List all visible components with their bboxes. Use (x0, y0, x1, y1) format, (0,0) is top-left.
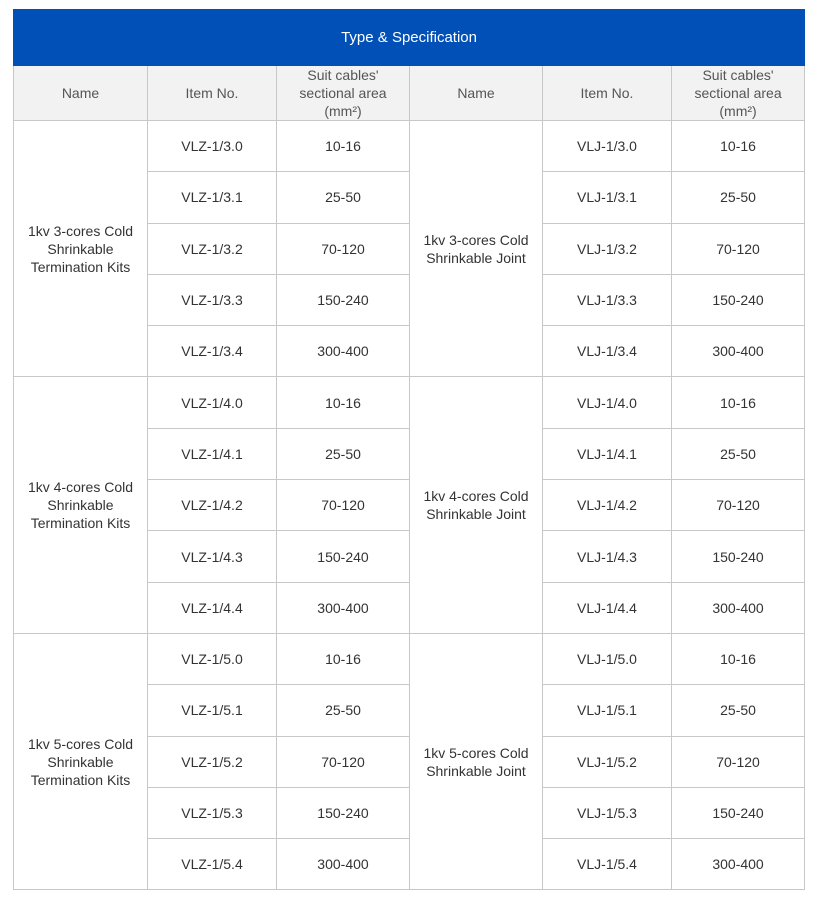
table-body (14, 121, 805, 890)
area-cell: 10-16 (672, 121, 805, 172)
item-no-cell: VLJ-1/5.0 (543, 633, 672, 684)
item-no-cell: VLZ-1/4.1 (148, 428, 277, 479)
item-no-cell: VLZ-1/4.0 (148, 377, 277, 428)
item-no-cell: VLJ-1/5.1 (543, 685, 672, 736)
area-cell: 150-240 (672, 274, 805, 325)
area-cell: 10-16 (277, 633, 410, 684)
column-header-name-right: Name (410, 66, 543, 121)
item-no-cell: VLJ-1/3.1 (543, 172, 672, 223)
item-no-cell: VLZ-1/3.2 (148, 223, 277, 274)
item-no-cell: VLZ-1/5.2 (148, 736, 277, 787)
area-cell: 300-400 (672, 582, 805, 633)
group-name-right: 1kv 4-cores Cold Shrinkable Joint (410, 377, 543, 633)
group-name-left: 1kv 3-cores Cold Shrinkable Termination Kits (14, 121, 148, 377)
area-cell: 300-400 (277, 839, 410, 890)
item-no-cell: VLJ-1/3.0 (543, 121, 672, 172)
area-cell: 70-120 (277, 223, 410, 274)
area-cell: 10-16 (277, 121, 410, 172)
area-cell: 10-16 (277, 377, 410, 428)
group-name-left: 1kv 4-cores Cold Shrinkable Termination Kits (14, 377, 148, 633)
item-no-cell: VLJ-1/3.4 (543, 326, 672, 377)
area-cell: 300-400 (277, 326, 410, 377)
item-no-cell: VLZ-1/3.3 (148, 274, 277, 325)
area-cell: 300-400 (277, 582, 410, 633)
table-row (14, 633, 805, 684)
area-cell: 25-50 (672, 172, 805, 223)
area-cell: 150-240 (277, 274, 410, 325)
item-no-cell: VLZ-1/3.4 (148, 326, 277, 377)
item-no-cell: VLJ-1/4.2 (543, 480, 672, 531)
item-no-cell: VLJ-1/4.4 (543, 582, 672, 633)
item-no-cell: VLZ-1/5.1 (148, 685, 277, 736)
area-cell: 150-240 (277, 787, 410, 838)
column-header-item-left: Item No. (148, 66, 277, 121)
table-row (14, 377, 805, 428)
item-no-cell: VLJ-1/4.0 (543, 377, 672, 428)
item-no-cell: VLJ-1/3.2 (543, 223, 672, 274)
item-no-cell: VLZ-1/4.2 (148, 480, 277, 531)
area-cell: 10-16 (672, 633, 805, 684)
column-header-area-left: Suit cables' sectional area (mm²) (277, 66, 410, 121)
table-title: Type & Specification (14, 10, 805, 66)
area-cell: 25-50 (277, 685, 410, 736)
item-no-cell: VLJ-1/3.3 (543, 274, 672, 325)
area-cell: 25-50 (277, 172, 410, 223)
header-row (14, 66, 805, 121)
area-cell: 70-120 (277, 736, 410, 787)
item-no-cell: VLZ-1/4.3 (148, 531, 277, 582)
item-no-cell: VLJ-1/5.2 (543, 736, 672, 787)
area-cell: 150-240 (672, 787, 805, 838)
item-no-cell: VLZ-1/4.4 (148, 582, 277, 633)
specification-table (13, 9, 805, 890)
table-row (14, 121, 805, 172)
item-no-cell: VLJ-1/5.4 (543, 839, 672, 890)
item-no-cell: VLZ-1/3.0 (148, 121, 277, 172)
item-no-cell: VLJ-1/5.3 (543, 787, 672, 838)
item-no-cell: VLZ-1/5.3 (148, 787, 277, 838)
item-no-cell: VLJ-1/4.3 (543, 531, 672, 582)
area-cell: 300-400 (672, 839, 805, 890)
column-header-item-right: Item No. (543, 66, 672, 121)
area-cell: 150-240 (277, 531, 410, 582)
area-cell: 25-50 (277, 428, 410, 479)
area-cell: 150-240 (672, 531, 805, 582)
group-name-left: 1kv 5-cores Cold Shrinkable Termination Kits (14, 633, 148, 889)
item-no-cell: VLZ-1/3.1 (148, 172, 277, 223)
column-header-area-right: Suit cables' sectional area (mm²) (672, 66, 805, 121)
area-cell: 25-50 (672, 685, 805, 736)
area-cell: 70-120 (277, 480, 410, 531)
area-cell: 25-50 (672, 428, 805, 479)
area-cell: 300-400 (672, 326, 805, 377)
item-no-cell: VLZ-1/5.0 (148, 633, 277, 684)
item-no-cell: VLJ-1/4.1 (543, 428, 672, 479)
group-name-right: 1kv 3-cores Cold Shrinkable Joint (410, 121, 543, 377)
area-cell: 70-120 (672, 480, 805, 531)
title-row (14, 10, 805, 66)
area-cell: 10-16 (672, 377, 805, 428)
group-name-right: 1kv 5-cores Cold Shrinkable Joint (410, 633, 543, 889)
area-cell: 70-120 (672, 223, 805, 274)
item-no-cell: VLZ-1/5.4 (148, 839, 277, 890)
area-cell: 70-120 (672, 736, 805, 787)
column-header-name-left: Name (14, 66, 148, 121)
